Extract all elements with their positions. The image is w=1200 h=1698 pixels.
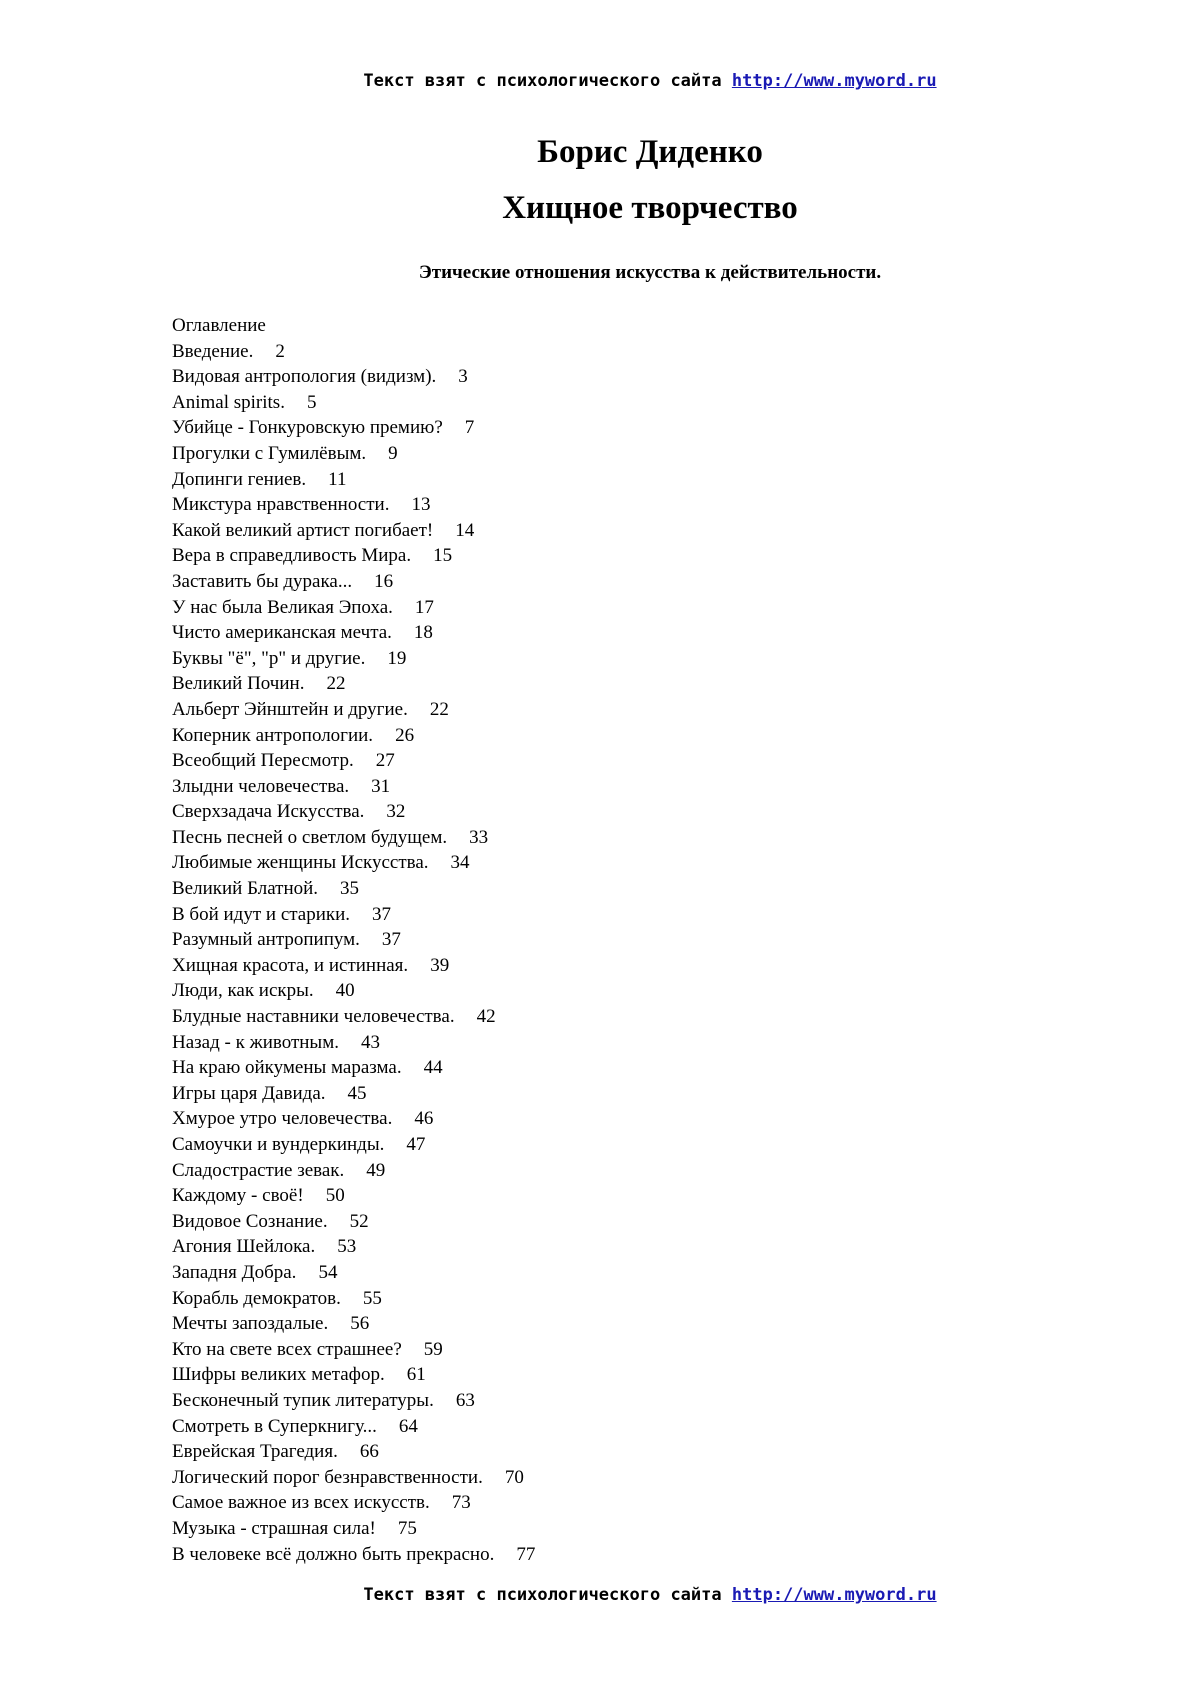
- toc-item-page: 75: [397, 1517, 417, 1539]
- toc-item-title: Видовое Сознание.: [172, 1210, 328, 1232]
- toc-item-page: 22: [326, 673, 346, 695]
- toc-item[interactable]: [172, 1055, 872, 1081]
- toc-item[interactable]: [172, 1004, 872, 1030]
- toc-item[interactable]: [172, 1439, 872, 1465]
- footer-banner: [50, 1585, 1200, 1605]
- toc-item-page: 15: [433, 545, 453, 567]
- toc-item-page: 3: [458, 366, 468, 388]
- toc-item[interactable]: [172, 799, 872, 825]
- toc-item-title: Назад - к животным.: [172, 1031, 339, 1053]
- header-banner: [50, 71, 1200, 91]
- book-subtitle: Этические отношения искусства к действительности.: [418, 262, 882, 283]
- toc-item-page: 14: [455, 519, 475, 541]
- toc-item[interactable]: [172, 1286, 872, 1312]
- toc-item-title: В бой идут и старики.: [172, 903, 351, 925]
- toc-item[interactable]: [172, 492, 872, 518]
- toc-item-title: Допинги гениев.: [172, 468, 307, 490]
- toc-item-page: 40: [335, 980, 355, 1002]
- toc-item-title: Коперник антропологии.: [172, 724, 374, 746]
- toc-item-page: 66: [359, 1441, 379, 1463]
- toc-item[interactable]: [172, 1183, 872, 1209]
- toc-item-title: Великий Почин.: [172, 673, 305, 695]
- toc-item-title: Какой великий артист погибает!: [172, 519, 434, 541]
- toc-item-title: Каждому - своё!: [172, 1185, 304, 1207]
- toc-item[interactable]: [172, 1260, 872, 1286]
- toc-item-title: У нас была Великая Эпоха.: [172, 596, 393, 618]
- toc-item-page: 9: [388, 442, 398, 464]
- toc-item[interactable]: [172, 1081, 872, 1107]
- site-link[interactable]: http://www.myword.ru: [731, 71, 937, 91]
- toc-item-title: В человеке всё должно быть прекрасно.: [172, 1543, 495, 1565]
- toc-item-title: Западня Добра.: [172, 1261, 297, 1283]
- toc-item-page: 2: [275, 340, 285, 362]
- toc-item-title: Разумный антропипум.: [172, 929, 360, 951]
- toc-item-page: 26: [395, 724, 415, 746]
- toc-item[interactable]: [172, 876, 872, 902]
- toc-item-page: 31: [371, 775, 391, 797]
- toc-item-page: 59: [423, 1338, 443, 1360]
- toc-item[interactable]: [172, 1132, 872, 1158]
- toc-item[interactable]: [172, 1465, 872, 1491]
- toc-item-title: Корабль демократов.: [172, 1287, 341, 1309]
- toc-item-page: 32: [386, 801, 406, 823]
- toc-item[interactable]: [172, 774, 872, 800]
- toc-item[interactable]: [172, 1362, 872, 1388]
- toc-item[interactable]: [172, 748, 872, 774]
- toc-item-title: Блудные наставники человечества.: [172, 1006, 455, 1028]
- toc-item[interactable]: [172, 441, 872, 467]
- toc-item[interactable]: [172, 415, 872, 441]
- toc-item[interactable]: [172, 339, 872, 365]
- toc-item[interactable]: [172, 1414, 872, 1440]
- toc-item[interactable]: [172, 1516, 872, 1542]
- toc-item[interactable]: [172, 723, 872, 749]
- toc-item[interactable]: [172, 1337, 872, 1363]
- toc-item[interactable]: [172, 1209, 872, 1235]
- toc-item-page: 49: [366, 1159, 386, 1181]
- toc-list: [172, 339, 872, 1568]
- toc-item-page: 54: [318, 1261, 338, 1283]
- toc-item[interactable]: [172, 364, 872, 390]
- toc-item-title: Игры царя Давида.: [172, 1082, 326, 1104]
- toc-item-title: Буквы "ё", "р" и другие.: [172, 647, 366, 669]
- toc-item[interactable]: [172, 390, 872, 416]
- toc-item-title: Смотреть в Суперкнигу...: [172, 1415, 377, 1437]
- toc-item-title: Введение.: [172, 340, 254, 362]
- toc-item[interactable]: [172, 953, 872, 979]
- toc-item-title: Animal spirits.: [172, 391, 285, 413]
- toc-item-title: Шифры великих метафор.: [172, 1364, 385, 1386]
- book-title: Хищное творчество: [502, 190, 798, 226]
- toc-item-page: 50: [325, 1185, 345, 1207]
- toc-item-page: 55: [362, 1287, 382, 1309]
- table-of-contents: [172, 313, 872, 1567]
- toc-item-page: 18: [413, 622, 433, 644]
- toc-item[interactable]: [172, 1311, 872, 1337]
- toc-item-page: 17: [414, 596, 434, 618]
- toc-item[interactable]: [172, 825, 872, 851]
- toc-item[interactable]: [172, 1234, 872, 1260]
- toc-item-title: Чисто американская мечта.: [172, 622, 392, 644]
- toc-item-page: 37: [372, 903, 392, 925]
- toc-item-title: Прогулки с Гумилёвым.: [172, 442, 367, 464]
- toc-item-title: Сладострастие зевак.: [172, 1159, 345, 1181]
- toc-item-page: 52: [349, 1210, 369, 1232]
- toc-item[interactable]: [172, 467, 872, 493]
- toc-item[interactable]: [172, 569, 872, 595]
- toc-item-title: Хищная красота, и истинная.: [172, 954, 409, 976]
- toc-item[interactable]: [172, 646, 872, 672]
- toc-item-page: 64: [398, 1415, 418, 1437]
- toc-item-page: 11: [328, 468, 347, 490]
- toc-item-title: Альберт Эйнштейн и другие.: [172, 698, 408, 720]
- toc-item[interactable]: [172, 1542, 872, 1568]
- toc-item-title: Вера в справедливость Мира.: [172, 545, 412, 567]
- banner-text: Текст взят с психологического сайта: [363, 1585, 732, 1605]
- toc-item-title: Видовая антропология (видизм).: [172, 366, 437, 388]
- site-link[interactable]: http://www.myword.ru: [731, 1585, 937, 1605]
- toc-item-page: 19: [387, 647, 407, 669]
- toc-item-page: 63: [455, 1389, 475, 1411]
- toc-item-page: 27: [375, 750, 395, 772]
- toc-item-page: 34: [450, 852, 470, 874]
- toc-item-page: 46: [414, 1108, 434, 1130]
- toc-item-title: Микстура нравственности.: [172, 494, 390, 516]
- toc-item[interactable]: [172, 1158, 872, 1184]
- toc-item-page: 53: [337, 1236, 357, 1258]
- toc-item[interactable]: [172, 978, 872, 1004]
- toc-item-page: 42: [476, 1006, 496, 1028]
- toc-item-page: 61: [406, 1364, 426, 1386]
- toc-item-title: На краю ойкумены маразма.: [172, 1057, 402, 1079]
- toc-item[interactable]: [172, 620, 872, 646]
- toc-item-title: Убийце - Гонкуровскую премию?: [172, 417, 443, 439]
- toc-item-page: 33: [469, 826, 489, 848]
- toc-item[interactable]: [172, 850, 872, 876]
- toc-item-title: Сверхзадача Искусства.: [172, 801, 365, 823]
- toc-item[interactable]: [172, 543, 872, 569]
- toc-item-page: 73: [451, 1492, 471, 1514]
- toc-item[interactable]: [172, 1490, 872, 1516]
- toc-item-page: 56: [350, 1313, 370, 1335]
- toc-item-title: Бесконечный тупик литературы.: [172, 1389, 434, 1411]
- toc-item[interactable]: [172, 902, 872, 928]
- toc-item-page: 70: [504, 1466, 524, 1488]
- toc-item[interactable]: [172, 671, 872, 697]
- toc-item-title: Самоучки и вундеркинды.: [172, 1134, 385, 1155]
- toc-item-title: Самое важное из всех искусств.: [172, 1492, 430, 1514]
- toc-item-page: 37: [381, 929, 401, 951]
- toc-item-title: Всеобщий Пересмотр.: [172, 750, 354, 772]
- toc-item-page: 43: [360, 1031, 380, 1053]
- toc-item-page: 16: [374, 570, 394, 592]
- toc-item-page: 77: [516, 1543, 536, 1565]
- toc-item-title: Кто на свете всех страшнее?: [172, 1338, 402, 1360]
- toc-item-title: Люди, как искры.: [172, 980, 314, 1002]
- toc-item-page: 39: [430, 954, 450, 976]
- banner-text: Текст взят с психологического сайта: [363, 71, 732, 91]
- toc-item-title: Великий Блатной.: [172, 878, 319, 900]
- toc-item-title: Заставить бы дурака...: [172, 570, 353, 592]
- toc-item[interactable]: [172, 1106, 872, 1132]
- toc-item-title: Хмурое утро человечества.: [172, 1108, 393, 1130]
- toc-item-title: Мечты запоздалые.: [172, 1313, 329, 1335]
- toc-item-title: Любимые женщины Искусства.: [172, 852, 429, 874]
- toc-item-title: Музыка - страшная сила!: [172, 1517, 376, 1539]
- toc-item[interactable]: [172, 1388, 872, 1414]
- toc-item-page: 22: [429, 698, 449, 720]
- toc-item-page: 45: [347, 1082, 367, 1104]
- toc-heading: Оглавление: [172, 315, 266, 336]
- toc-item-title: Еврейская Трагедия.: [172, 1441, 338, 1463]
- toc-item-page: 44: [423, 1057, 443, 1079]
- toc-item-title: Песнь песней о светлом будущем.: [172, 826, 448, 848]
- toc-item[interactable]: [172, 595, 872, 621]
- toc-item-title: Злыдни человечества.: [172, 775, 350, 797]
- toc-item[interactable]: [172, 697, 872, 723]
- toc-item-title: Агония Шейлока.: [172, 1236, 316, 1258]
- toc-item-title: Логический порог безнравственности.: [172, 1466, 483, 1488]
- toc-item-page: 47: [406, 1134, 426, 1155]
- toc-item[interactable]: [172, 518, 872, 544]
- author-name: Борис Диденко: [537, 134, 763, 170]
- toc-item-page: 35: [340, 878, 360, 900]
- toc-item[interactable]: [172, 927, 872, 953]
- toc-item-page: 13: [411, 494, 431, 516]
- toc-item-page: 7: [464, 417, 475, 439]
- toc-item-page: 5: [306, 391, 317, 413]
- toc-item[interactable]: [172, 1030, 872, 1056]
